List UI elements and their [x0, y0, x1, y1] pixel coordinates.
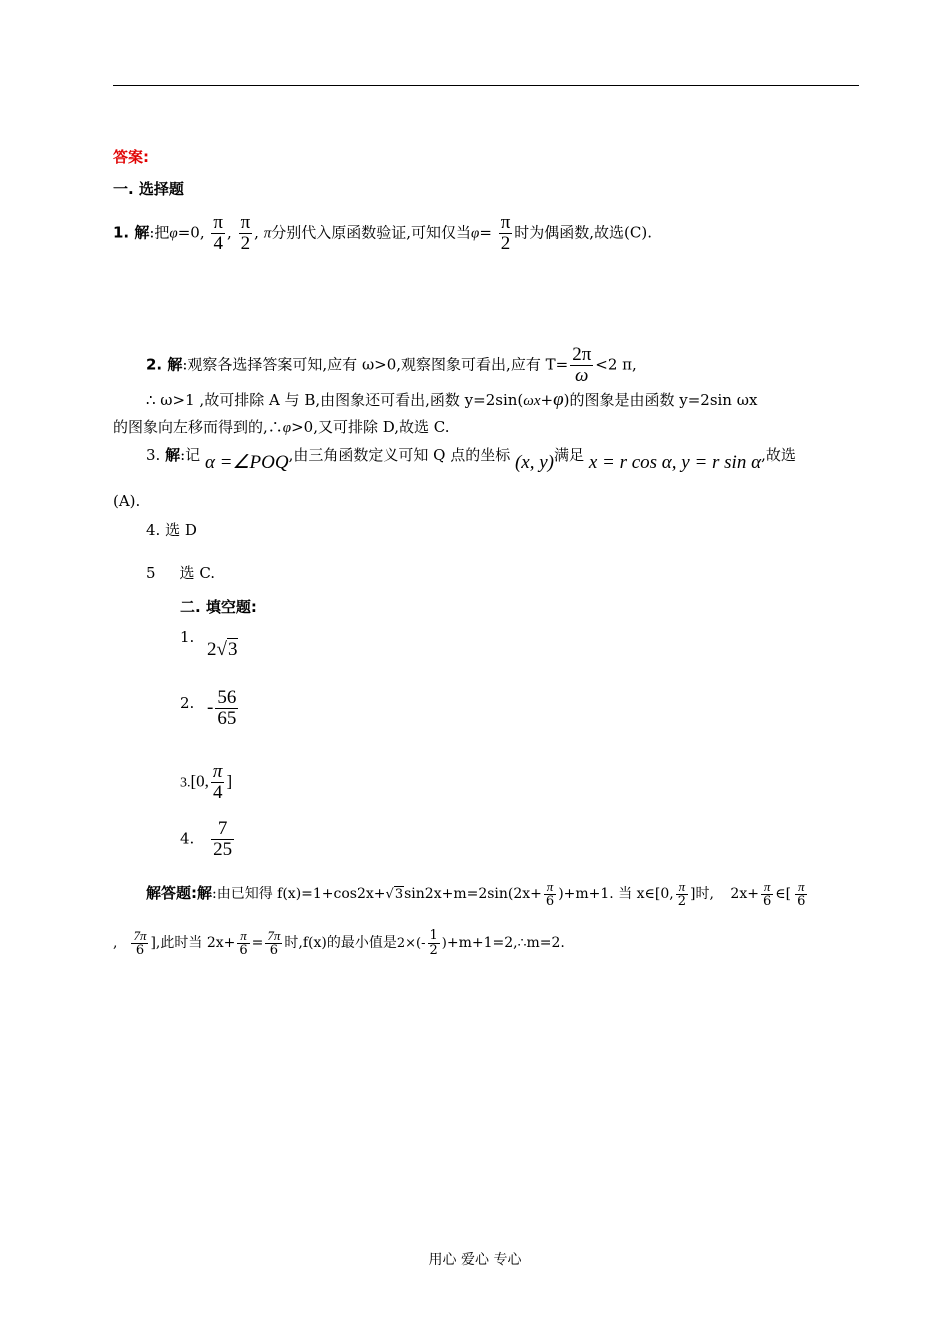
pi-over-2-b: $\frac{\pi}{2}$: [500, 212, 511, 254]
q4-line: 4. 选 D: [146, 521, 197, 539]
pi-over-2: $\frac{\pi}{2}$: [240, 212, 251, 254]
fill-a2-label: 2.: [180, 694, 195, 712]
q3-line1: 3. 解:记 α =∠POQ,由三角函数定义可知 Q 点的坐标 (x, y)满足 x = r cos α, y = r sin α,故选: [146, 446, 796, 473]
q2-label: 2. 解: [146, 355, 183, 374]
pi-over-4: $\frac{\pi}{4}$: [213, 212, 223, 254]
q2-line2: ∴ ω>1 ,故可排除 A 与 B,由图象还可看出,函数 y=2sin(ωx+φ)的图象是由函数 y=2sin ωx: [146, 389, 758, 410]
answer-title: 答案:: [113, 148, 149, 166]
section-fill-title: 二. 填空题:: [180, 598, 257, 616]
fill-a3: 3.[0, $\frac{\pi}{4}$ ]: [180, 761, 233, 803]
q1-line: 1. 解:把φ=0, $\frac{\pi}{4}$ , $\frac{\pi}{2}$ , π分别代入原函数验证,可知仅当φ= $\frac{\pi}{2}$ 时为偶函数,故选(C).: [113, 212, 652, 254]
q2-line1: 2. 解:观察各选择答案可知,应有 ω>0,观察图象可看出,应有 T= $\frac{2\pi}{\omega}$ <2 π,: [146, 344, 637, 386]
fill-a1-value: 2√3: [207, 639, 238, 660]
formula-xy: x = r cos α, y = r sin α: [588, 452, 762, 473]
final-label: 解答题:解: [146, 884, 212, 903]
section-choice-title: 一. 选择题: [113, 180, 184, 198]
q3-line2: (A).: [113, 492, 141, 510]
final-line2: , $\frac{7\pi}{6}$ ],此时当 2x+ $\frac{\pi}{6}$ = $\frac{7\pi}{6}$ 时,f(x)的最小值是2×(- $\frac{1}{2}$ )+m+1=2,∴m=2.: [113, 928, 565, 958]
two-pi-over-omega: $\frac{2\pi}{\omega}$: [572, 344, 592, 386]
q2-line3: 的图象向左移而得到的,∴φ>0,又可排除 D,故选 C.: [113, 418, 450, 436]
header-rule: [113, 85, 859, 86]
q1-label: 1. 解: [113, 223, 150, 242]
fill-a1-label: 1.: [180, 628, 195, 646]
page-footer: 用心 爱心 专心: [428, 1252, 522, 1268]
fill-a4: 4. $\frac{7}{25}$: [180, 818, 233, 860]
fill-a2-value: - $\frac{56}{65}$: [207, 687, 237, 729]
final-line1: 解答题:解:由已知得 f(x)=1+cos2x+√3sin2x+m=2sin(2x+ $\frac{\pi}{6}$ )+m+1. 当 x∈[0, $\frac{\pi}{2}$ ]时, 2x+ $\frac{\pi}{6}$ ∈[ $\frac{\pi}{6}$: [146, 879, 806, 909]
formula-alpha-poq: α =∠POQ: [204, 452, 289, 473]
q5-line: 5 选 C.: [146, 564, 216, 582]
formula-coord: (x, y): [514, 452, 555, 473]
